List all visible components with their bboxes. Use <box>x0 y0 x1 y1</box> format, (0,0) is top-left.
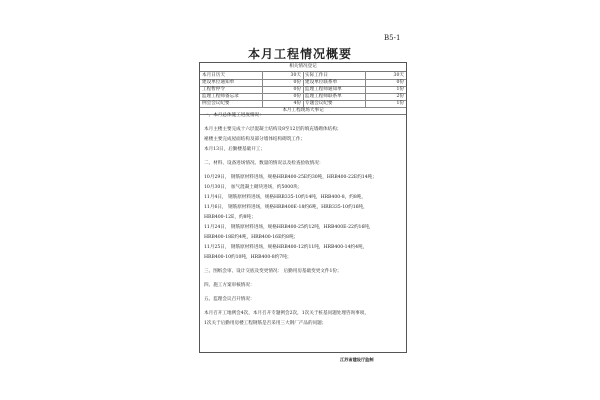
body-line: 10月30日， 加气混凝土砌块进场，约5000块； <box>204 185 303 190</box>
body-line: HRB400-10约10吨，HRB400-8约7吨； <box>204 255 292 260</box>
stat-label: 工程暂停令 <box>202 87 225 92</box>
stat-label: 建设单位联系单 <box>305 80 338 85</box>
stat-label: 监理工程师联系单 <box>305 94 342 99</box>
body-line: 一、本月总体施工进度情况： <box>204 113 264 118</box>
form-code: B5-1 <box>384 34 401 42</box>
document-title: 本月工程情况概要 <box>247 47 352 61</box>
body-line: HRB400-12E，约8吨； <box>204 215 256 220</box>
body-line: 10月29日， 钢筋原材料进场，规格HRB400-25E约30吨，HRB400-22E约14吨； <box>204 175 377 180</box>
stat-label: 本月日历天 <box>202 73 225 78</box>
stat-label: 监理工程师备忘录 <box>202 94 239 99</box>
stat-value: 1份 <box>396 87 404 92</box>
stat-label: 建设单位通知单 <box>202 80 235 85</box>
stat-value: 2份 <box>396 94 404 99</box>
body-line: 四、施工方案审核情况： <box>204 283 255 288</box>
body-line: 三、图纸会审、设计交底及变更情况： 后勤用房基础变更文件1份； <box>204 269 342 274</box>
body-line: 1次关于后勤用房楼工程钢筋是否采用三大钢厂产品的问题； <box>204 321 327 326</box>
body-line: 11月24日， 钢筋原材料进场，规格HRB400-25约12吨，HRB400E-22约16吨， <box>204 225 374 230</box>
stat-value: 1份 <box>396 101 404 106</box>
stat-label: 专题会议纪要 <box>305 101 333 106</box>
stat-label: 实际工作日 <box>305 73 328 78</box>
body-line: 裙楼主要完成屋面结构及部分墙体结构砌筑工作； <box>204 137 306 142</box>
body-line: 本月召开工地例会4次，本月召开专题例会2次，1次关于桩基问题处理咨询事项， <box>204 311 369 316</box>
stats-header: 相关情况登记 <box>200 63 406 72</box>
body-line: 11月6日， 钢筋原材料进场，规格HRB400E-18约6吨，HRB335-10约16吨， <box>204 205 368 210</box>
stat-value: 0份 <box>293 80 301 85</box>
body-line: 五、监理会议召开情况： <box>204 297 255 302</box>
body-line: 11月25日， 钢筋原材料进场，规格HRB400-12约11吨，HRB400-14约4吨， <box>204 245 368 250</box>
body-line: HRB400-18E约4吨，HRB400-16E约8吨； <box>204 235 299 240</box>
issuer-footer: 江苏省建设厅监制 <box>340 357 374 362</box>
body-line: 11月4日， 钢筋原材料进场，规格HRB335-10约14吨，HRB400-8，约8吨， <box>204 195 366 200</box>
body-line: 二、材料、设备进场情况、数量的情况以及检查验收情况： <box>204 161 324 166</box>
body-line: 本月13日，后勤楼基础开工； <box>204 147 265 152</box>
body-line: 本月主楼主要完成十六层混凝土结构及8至12层的填充墙砌体结构； <box>204 127 342 132</box>
stat-value: 30天 <box>393 73 404 78</box>
stat-label: 例会会议纪要 <box>202 101 230 106</box>
stat-value: 30天 <box>290 73 301 78</box>
form-frame <box>199 62 407 353</box>
stat-value: 4份 <box>293 101 301 106</box>
stat-label: 监理工程师通知单 <box>305 87 342 92</box>
stat-value: 0份 <box>396 80 404 85</box>
events-header: 本月工程现场大事记 <box>200 107 406 115</box>
stat-value: 0份 <box>293 87 301 92</box>
events-body <box>204 111 404 329</box>
stat-value: 0份 <box>293 94 301 99</box>
